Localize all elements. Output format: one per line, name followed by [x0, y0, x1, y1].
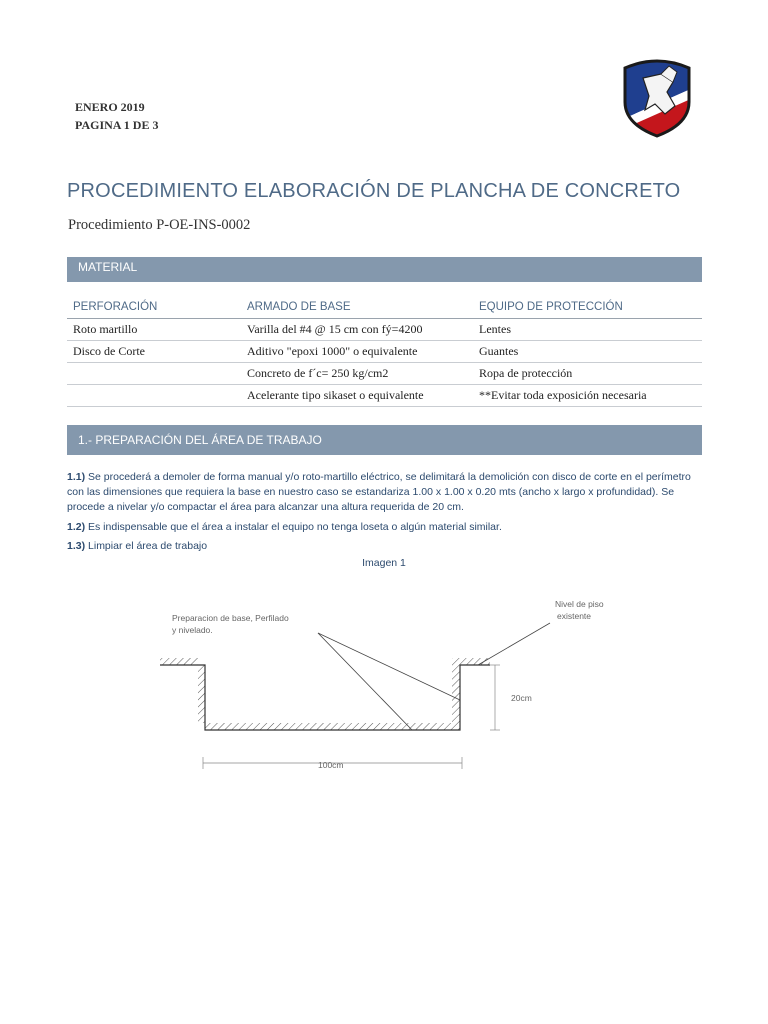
document-header — [75, 98, 158, 134]
pit-outline — [160, 665, 490, 730]
floor-level-label-line1: Nivel de piso — [555, 599, 604, 609]
table-row — [67, 385, 702, 407]
table-cell: Varilla del #4 @ 15 cm con fý=4200 — [241, 319, 473, 341]
page-title: PROCEDIMIENTO ELABORACIÓN DE PLANCHA DE CONCRETO — [67, 180, 681, 202]
table-cell: Ropa de protección — [473, 363, 702, 385]
step-1-1 — [67, 470, 702, 515]
table-row — [67, 341, 702, 363]
procedure-code: Procedimiento P-OE-INS-0002 — [68, 217, 251, 233]
width-label: 100cm — [318, 760, 344, 770]
table-cell: Acelerante tipo sikaset o equivalente — [241, 385, 473, 407]
table-cell: Concreto de f´c= 250 kg/cm2 — [241, 363, 473, 385]
table-cell — [67, 363, 241, 385]
table-row — [67, 363, 702, 385]
figure-caption: Imagen 1 — [362, 557, 406, 569]
base-label-line2: y nivelado. — [172, 625, 213, 635]
table-cell — [67, 385, 241, 407]
base-label-line1: Preparacion de base, Perfilado — [172, 613, 289, 623]
column-header: PERFORACIÓN — [67, 296, 241, 319]
table-cell: Guantes — [473, 341, 702, 363]
table-header-row — [67, 296, 702, 319]
leader-line — [318, 633, 460, 700]
excavation-diagram — [150, 585, 620, 775]
material-table — [67, 296, 702, 407]
column-header: ARMADO DE BASE — [241, 296, 473, 319]
step-number: 1.3) — [67, 540, 86, 552]
section-heading: 1.- PREPARACIÓN DEL ÁREA DE TRABAJO — [67, 425, 702, 455]
step-text: Es indispensable que el área a instalar el equipo no tenga loseta o algún material similar. — [88, 521, 502, 533]
step-1-2 — [67, 520, 702, 535]
header-date: ENERO 2019 — [75, 100, 145, 114]
column-header: EQUIPO DE PROTECCIÓN — [473, 296, 702, 319]
material-heading: MATERIAL — [67, 257, 702, 282]
table-cell: Aditivo "epoxi 1000" o equivalente — [241, 341, 473, 363]
table-cell: Roto martillo — [67, 319, 241, 341]
leader-line — [318, 633, 412, 730]
step-1-3 — [67, 539, 702, 554]
soil-hatch — [160, 658, 490, 730]
step-number: 1.1) — [67, 471, 86, 483]
table-cell: Lentes — [473, 319, 702, 341]
step-number: 1.2) — [67, 521, 86, 533]
table-row — [67, 319, 702, 341]
shield-logo — [621, 58, 693, 138]
header-page-number: PAGINA 1 DE 3 — [75, 118, 159, 132]
step-text: Se procederá a demoler de forma manual y/o roto-martillo eléctrico, se delimitará la demolición con disco de corte en el perímetro con las dimensiones que requiera la base en nuestro caso se estandariza 1.00 x 1.00 x 0.20 mts (ancho x largo x profundidad). Se procede a nivelar y/o compactar el área para alcanzar una altura requerida de 20 cm. — [67, 471, 691, 513]
table-cell: **Evitar toda exposición necesaria — [473, 385, 702, 407]
table-cell: Disco de Corte — [67, 341, 241, 363]
height-label: 20cm — [511, 693, 532, 703]
leader-line — [478, 623, 550, 665]
floor-level-label-line2: existente — [557, 611, 592, 621]
step-text: Limpiar el área de trabajo — [88, 540, 208, 552]
